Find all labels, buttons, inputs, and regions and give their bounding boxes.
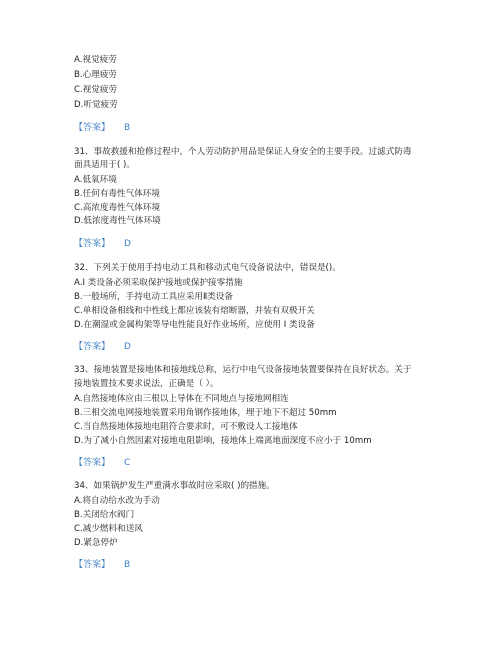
q34-answer (74, 559, 130, 571)
q32-option-c: C.单相设备相线和中性线上都应该装有熔断器，并装有双极开关 (74, 306, 315, 316)
q34-stem-line1: 34、如果锅炉发生严重满水事故时应采取( )的措施。 (74, 481, 275, 491)
q31-option-c: C.高浓度毒性气体环境 (74, 203, 161, 213)
q31-option-b: B.任何有毒性气体环境 (74, 189, 160, 199)
answer-value: B (124, 560, 131, 570)
q33-stem-line1: 33、接地装置是接地体和接地线总称，运行中电气设备接地装置要保持在良好状态。关于 (74, 365, 412, 375)
q31-stem-line1: 31、事故救援和抢修过程中，个人劳动防护用品是保证人身安全的主要手段。过滤式防毒 (74, 147, 412, 157)
answer-label: 【答案】 (74, 239, 111, 249)
q32-option-d: D.在潮湿或金属构架等导电性能良好作业场所，应使用 I 类设备 (74, 320, 315, 330)
answer-value: D (124, 342, 131, 352)
q33-option-a: A.自然接地体应由三根以上导体在不同地点与接地网相连 (74, 394, 289, 404)
answer-value: B (124, 123, 131, 133)
q33-answer (74, 457, 130, 469)
q34-option-c: C.减少燃料和送风 (74, 524, 143, 534)
q32-stem-line1: 32、下列关于使用手持电动工具和移动式电气设备说法中，错误是()。 (74, 263, 341, 273)
answer-label: 【答案】 (74, 560, 111, 570)
q31-option-d: D.低浓度毒性气体环境 (74, 216, 161, 226)
answer-label: 【答案】 (74, 458, 111, 468)
q33-option-c: C.当自然接地体接地电阻符合要求时，可不敷设人工接地体 (74, 422, 298, 432)
q34-option-a: A.将自动给水改为手动 (74, 496, 160, 506)
q32-option-b: B.一般场所，手持电动工具应采用Ⅱ类设备 (74, 292, 233, 302)
q33-option-b: B.三相交流电网接地装置采用角钢作接地体，埋于地下不超过 50mm (74, 408, 337, 418)
q31-option-a: A.低氧环境 (74, 175, 117, 185)
q32-answer (74, 341, 131, 353)
q33-stem-line2: 接地装置技术要求说法，正确是（ ）。 (74, 379, 219, 389)
q32-option-a: A.I 类设备必须采取保护接地或保护接零措施 (74, 278, 243, 288)
q30-option-a: A.视觉疲劳 (74, 55, 117, 65)
q30-option-d: D.听觉疲劳 (74, 100, 118, 110)
answer-value: C (124, 458, 131, 468)
q34-option-b: B.关闭给水阀门 (74, 510, 135, 520)
answer-value: D (124, 239, 131, 249)
q31-stem-line2: 面具适用于( )。 (74, 160, 135, 170)
q33-option-d: D.为了减小自然因素对接地电阻影响，接地体上端离地面深度不应小于 10mm (74, 436, 372, 446)
answer-label: 【答案】 (74, 342, 111, 352)
q31-answer (74, 238, 131, 250)
q30-option-c: C.视觉疲劳 (74, 85, 118, 95)
q30-answer (74, 122, 130, 134)
q34-option-d: D.紧急停炉 (74, 538, 118, 548)
q30-option-b: B.心理疲劳 (74, 70, 118, 80)
answer-label: 【答案】 (74, 123, 111, 133)
